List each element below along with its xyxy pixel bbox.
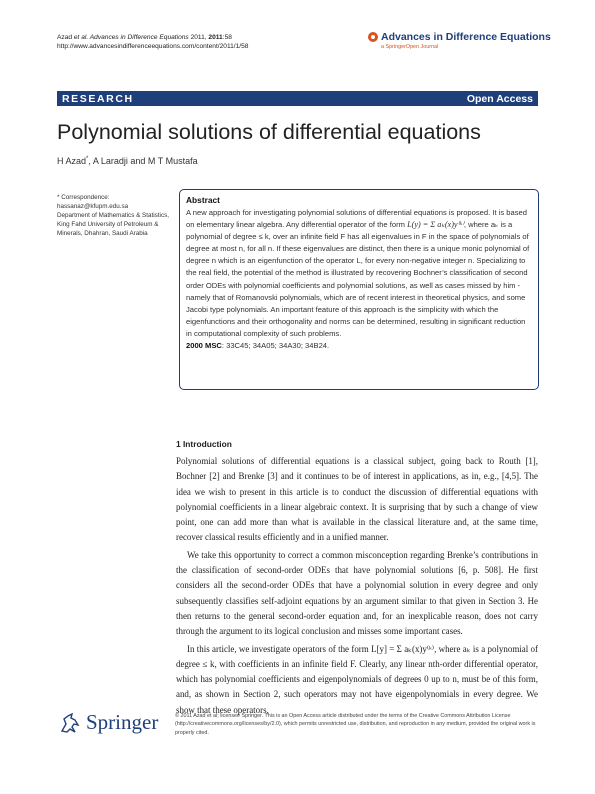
- citation-volume: 2011: [208, 34, 223, 41]
- article-url[interactable]: http://www.advancesindifferenceequations.com/content/2011/1/58: [57, 43, 249, 50]
- citation-header: [57, 33, 248, 51]
- correspondence-label: * Correspondence:: [57, 194, 110, 201]
- introduction-body: [176, 454, 538, 720]
- correspondence-email[interactable]: hassanaz@kfupm.edu.sa: [57, 202, 129, 210]
- abstract-part-1: A new approach for investigating polynomial solutions of differential equations is proposed. It is based on elementary linear algebra. Any differential operator of the form: [186, 208, 527, 230]
- article-title: Polynomial solutions of differential equations: [57, 120, 481, 144]
- abstract-text: [186, 207, 532, 340]
- author-rest: , A Laradji and M T Mustafa: [88, 156, 198, 166]
- intro-paragraph-2: We take this opportunity to correct a common misconception regarding Brenke’s contributions in the classification of second-order ODEs that have polynomial solutions [6, p. 508]. He first considers all the second-order ODEs that have a polynomial solution in every degree and only subsequently classifies self-adjoint equations by an argument similar to that given in Section 3. He then returns to the general second-order equation and, for an inexplicable reason, does not carry through the argument to its logical conclusion and misses some important cases.: [176, 549, 538, 637]
- intro-paragraph-3: In this article, we investigate operators of the form L[y] = Σ aₖ(x)y⁽ᵏ⁾, where aₖ is a polynomial of degree ≤ k, with coefficients in an infinite field F. Clearly, any linear nth-order differential operator, which has polynomial coefficients and eigenpolynomials of degrees 0 up to n, must be of this form, and, as shown in Section 2, such operators may not have eigenpolynomials in every degree. We show that these operators,: [176, 643, 538, 715]
- abstract-box: [179, 189, 539, 390]
- citation-etal: et al.: [73, 34, 89, 41]
- journal-mark-icon: [368, 32, 378, 42]
- citation-journal: Advances in Difference Equations: [88, 34, 189, 41]
- author-first[interactable]: H Azad: [57, 156, 87, 166]
- msc-line: [186, 340, 532, 351]
- abstract-part-2: , where aₖ is a polynomial of degree ≤ k, over an infinite field F has all eigenvalues in F in the space of polynomials of degree at most n, for all n. If these eigenvalues are distinct, then there is a unique monic polynomial of degree n which is an eigenfunction of the operator L, for every non-negative integer n. Specializing to the real field, the potential of the method is illustrated by recovering Bochner’s classification of second order ODEs with polynomial coefficients and polynomial solutions, as well as cases missed by him - namely that of Romanovski polynomials, which are of recent interest in theoretical physics, and some Jacobi type polynomials. An important feature of this approach is the simplicity with which the eigenfunctions and their orthogonality and norms can be determined, resulting in significant reduction in computational complexity of such problems.: [186, 220, 530, 338]
- journal-logo[interactable]: [368, 31, 551, 50]
- publisher-name: Springer: [86, 710, 159, 734]
- springer-horse-icon: [58, 711, 82, 735]
- msc-codes: : 33C45; 34A05; 34A30; 34B24.: [221, 341, 330, 351]
- article-type-banner: [57, 91, 538, 106]
- open-access-label: Open Access: [466, 92, 533, 105]
- citation-year: 2011,: [188, 34, 209, 41]
- publisher-logo: [58, 710, 158, 735]
- journal-subtitle: a SpringerOpen Journal: [381, 44, 439, 50]
- citation-page: :58: [222, 34, 232, 41]
- intro-paragraph-1: Polynomial solutions of differential equations is a classical subject, going back to Routh [1], Bochner [2] and Brenke [3] and it continues to be of interest in applications, as in, e.g., [4,5]. The idea we wish to present in this article is to conduct the discussion of differential equations with polynomial coefficients in a linear algebraic context. It is surprising that by such a change of view point, one can add more than what is available in the classical literature and, at the same time, recover classical results efficiently and in a unified manner.: [176, 456, 538, 543]
- corresponding-mark: *: [86, 156, 89, 162]
- msc-label: 2000 MSC: [186, 341, 222, 351]
- article-type-label: RESEARCH: [62, 92, 134, 105]
- correspondence-affiliation: Department of Mathematics & Statistics, King Fahd University of Petroleum & Minerals, Dhahran, Saudi Arabia: [57, 211, 169, 237]
- abstract-formula: L(y) = Σ aₖ(x)y⁽ᵏ⁾: [407, 220, 464, 230]
- section-heading-introduction: 1 Introduction: [176, 439, 232, 449]
- copyright-notice: © 2011 Azad et al; licensee Springer. This is an Open Access article distributed under the terms of the Creative Commons Attribution License (http://creativecommons.org/licenses/by/2.0), which permits unrestricted use, distribution, and reproduction in any medium, provided the original work is properly cited.: [175, 713, 536, 736]
- abstract-heading: Abstract: [186, 195, 220, 205]
- citation-authors: Azad: [57, 34, 74, 41]
- author-list: [57, 156, 198, 166]
- correspondence-block: [57, 194, 169, 239]
- journal-name: Advances in Difference Equations: [381, 31, 551, 43]
